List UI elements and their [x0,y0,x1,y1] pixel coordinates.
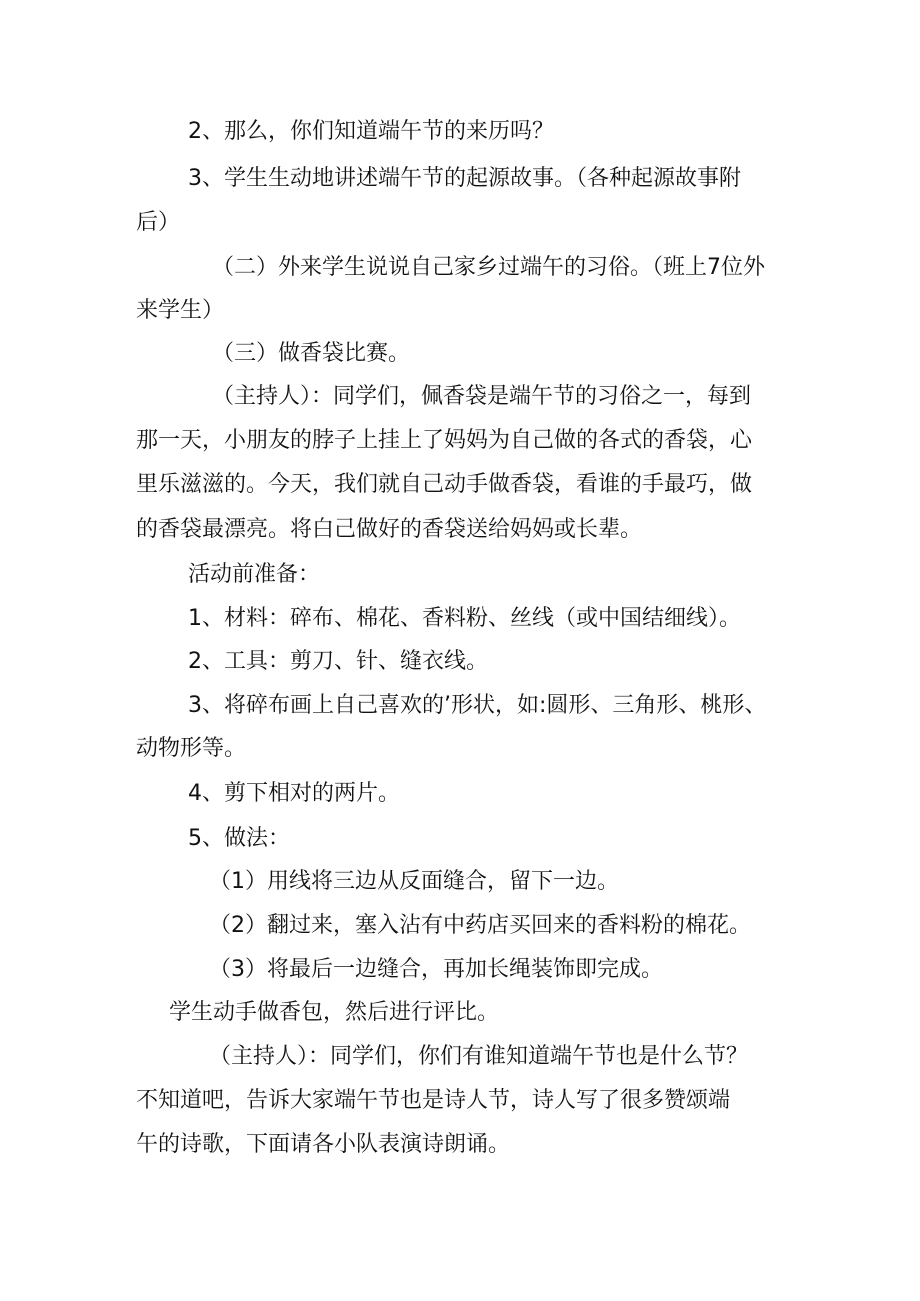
sub-list-item: （3）将最后一边缝合，再加长绳装饰即完成。 [209,957,663,982]
text-line: 的香袋最漂亮。将白己做好的香袋送给妈妈或长辈。 [136,517,643,542]
text-line: （主持人）：同学们，你们有谁知道端午节也是什么节？ [209,1044,749,1069]
text-line: 里乐滋滋的。今天，我们就自己动手做香袋，看谁的手最巧，做 [136,472,753,497]
section-heading: （三）做香袋比赛。 [212,341,411,366]
text-line: 那一天，小朋友的脖子上挂上了妈妈为自己做的各式的香袋，心 [136,428,753,453]
text-line: 活动前准备： [188,562,321,587]
text-line: 午的诗歌，下面请各小队表演诗朗诵。 [136,1132,511,1157]
text-line: 来学生） [136,298,225,323]
list-item: 1、材料：碎布、棉花、香料粉、丝线（或中国结细线）。 [188,606,741,631]
text-line: （主持人）：同学们，佩香袋是端午节的习俗之一，每到 [212,384,752,409]
list-item: 4、剪下相对的两片。 [188,781,400,806]
text-line: 2、那么，你们知道端午节的来历吗？ [188,119,554,144]
list-item: 2、工具：剪刀、针、缝衣线。 [188,649,488,674]
text-line: 3、学生生动地讲述端午节的起源故事。（各种起源故事附 [188,166,741,191]
text-line: 后） [136,210,181,235]
list-item: 3、将碎布画上自己喜欢的’形状，如:圆形、三角形、桃形、 [188,693,767,718]
text-line: 动物形等。 [136,736,247,761]
sub-list-item: （2）翻过来，塞入沾有中药店买回来的香料粉的棉花。 [209,913,751,938]
text-line: 不知道吧，告诉大家端午节也是诗人节，诗人写了很多赞颂端 [136,1088,731,1113]
sub-list-item: （1）用线将三边从反面缝合，留下一边。 [209,869,619,894]
text-line: （二）外来学生说说自己家乡过端午的习俗。（班上7位外 [212,255,765,280]
list-item: 5、做法： [188,826,290,851]
text-line: 学生动手做香包，然后进行评比。 [169,1000,500,1025]
